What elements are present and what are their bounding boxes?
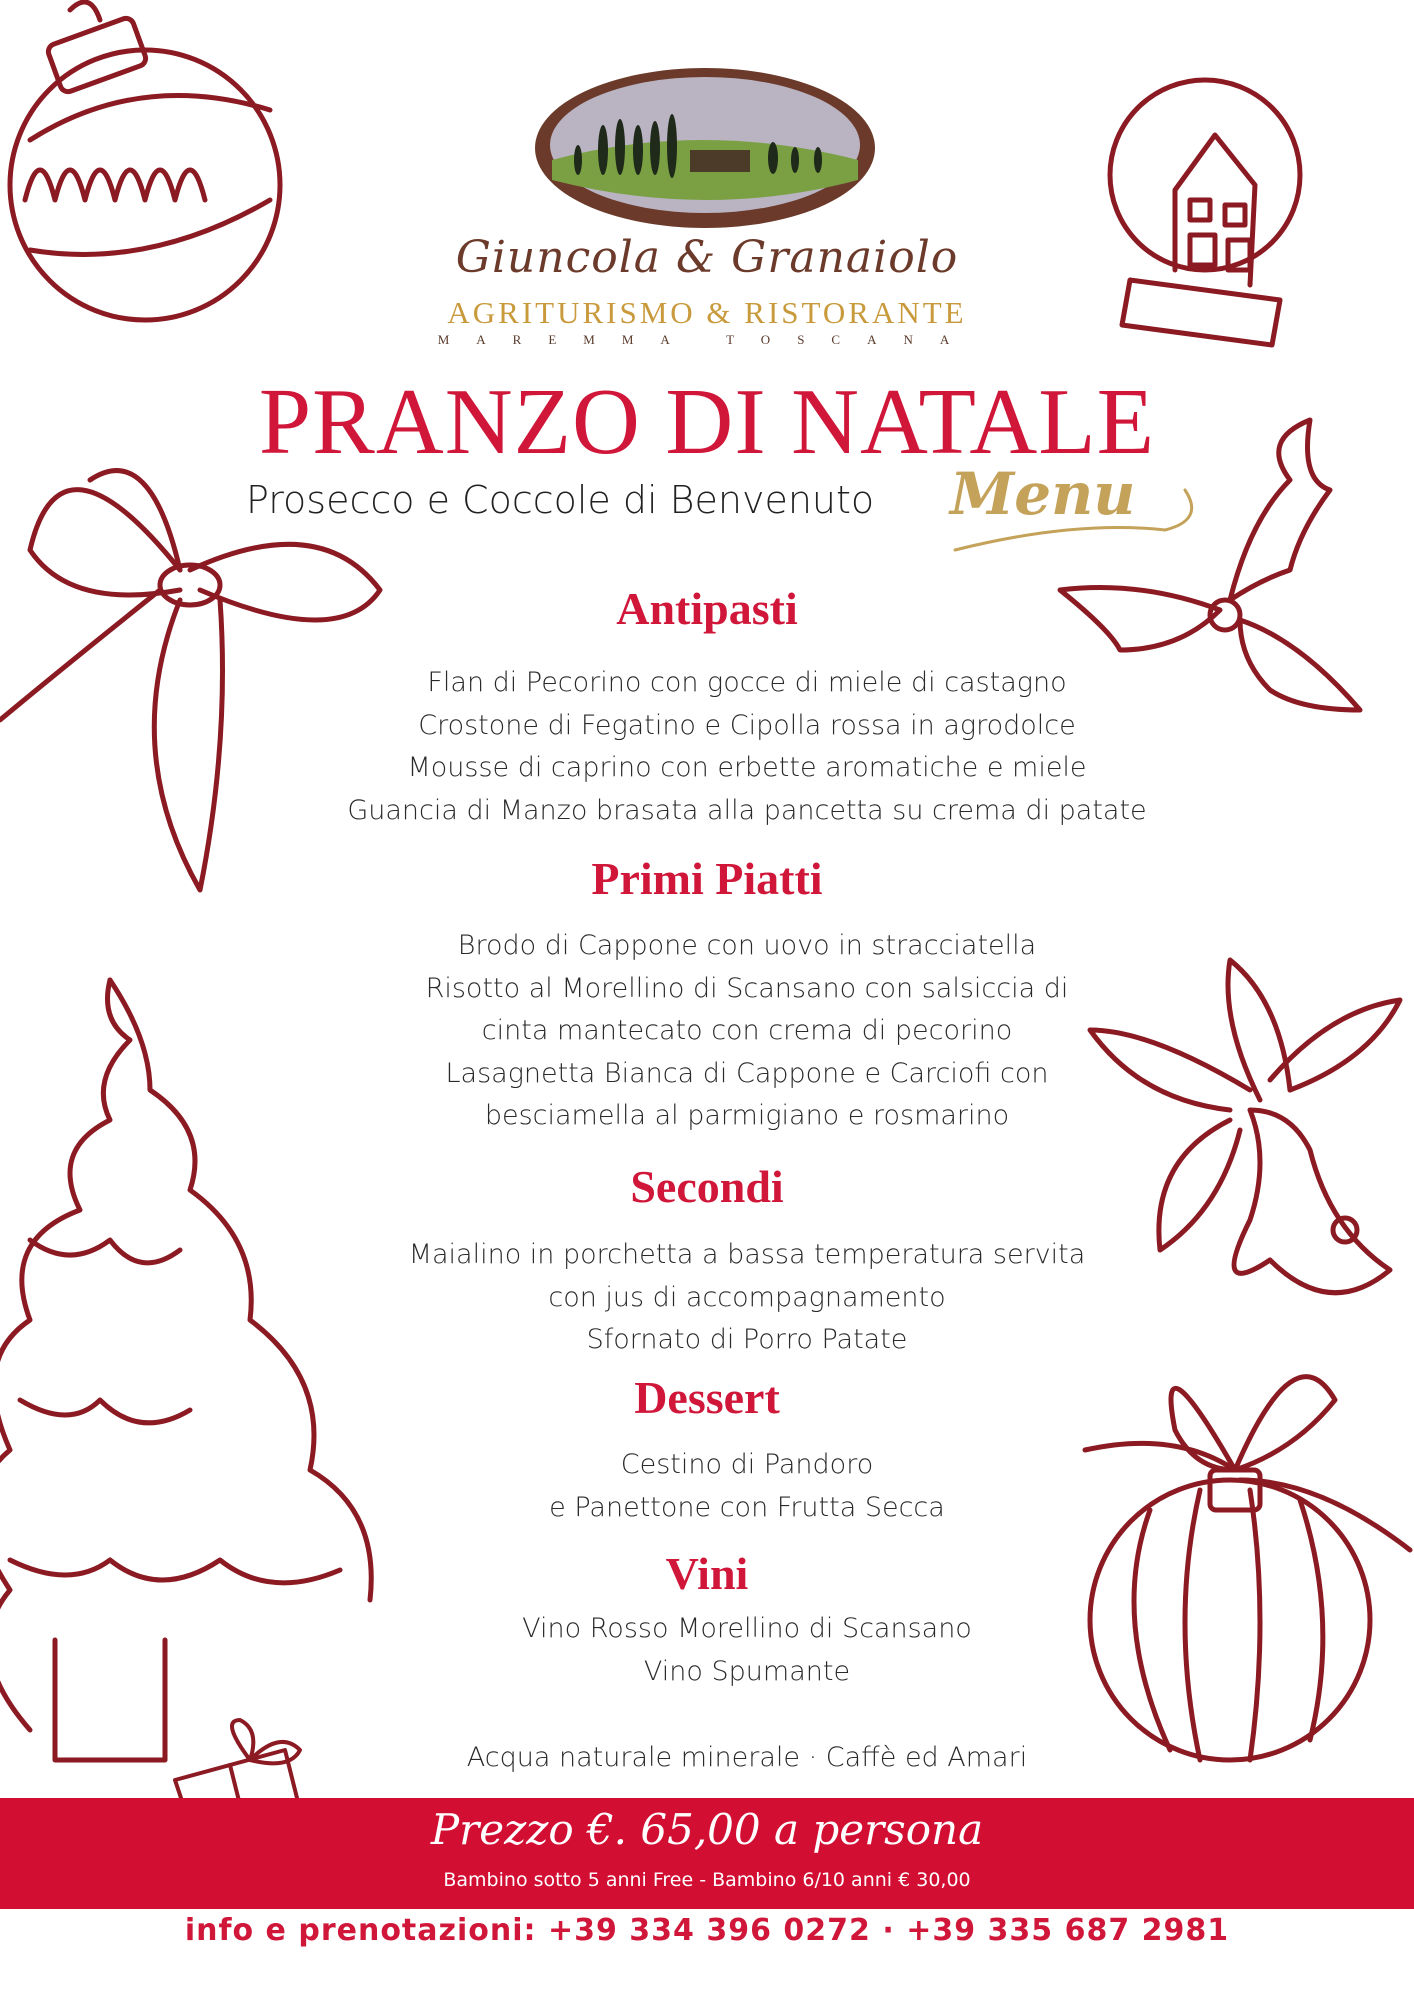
secondi-list	[0, 1234, 1414, 1362]
list-item: Cestino di Pandoro	[620, 1449, 874, 1480]
logo-image	[535, 68, 875, 228]
section-title-secondi: Secondi	[630, 1161, 784, 1212]
list-item: Guancia di Manzo brasata alla pancetta su crema di patate	[347, 794, 1147, 826]
price-text: Prezzo €. 65,00 a persona	[430, 1805, 984, 1854]
list-item: Maialino in porchetta a bassa temperatura servita	[408, 1239, 1086, 1270]
logo-name: Giuncola & Granaiolo	[455, 232, 959, 283]
menu-label: Menu	[950, 460, 1136, 528]
section-title-primi: Primi Piatti	[591, 853, 823, 904]
section-title-antipasti: Antipasti	[616, 583, 798, 634]
section-title-vini: Vini	[665, 1548, 749, 1599]
extras-text	[0, 1737, 1414, 1780]
vini-list	[0, 1608, 1414, 1693]
list-item: Mousse di caprino con erbette aromatiche e miele	[407, 752, 1087, 784]
kids-price-text: Bambino sotto 5 anni Free - Bambino 6/10 anni € 30,00	[443, 1869, 971, 1891]
list-item: con jus di accompagnamento	[548, 1281, 946, 1313]
section-title-dessert: Dessert	[634, 1372, 780, 1423]
list-item: Flan di Pecorino con gocce di miele di castagno	[427, 667, 1067, 698]
list-item: Vino Rosso Morellino di Scansano	[522, 1613, 972, 1644]
page-title: PRANZO DI NATALE	[258, 370, 1156, 474]
list-item: Vino Spumante	[643, 1655, 851, 1687]
primi-list	[0, 925, 1414, 1138]
dessert-list	[0, 1444, 1414, 1529]
logo-subtitle: AGRITURISMO & RISTORANTE	[447, 295, 967, 330]
list-item: cinta mantecato con crema di pecorino	[481, 1015, 1013, 1047]
list-item: Sfornato di Porro Patate	[586, 1324, 908, 1356]
list-item: Risotto al Morellino di Scansano con salsiccia di	[425, 972, 1069, 1004]
list-item: besciamella al parmigiano e rosmarino	[484, 1100, 1010, 1132]
antipasti-list	[0, 662, 1414, 832]
logo-region: MAREMMA TOSCANA	[437, 332, 977, 347]
list-item: Crostone di Fegatino e Cipolla rossa in agrodolce	[418, 709, 1076, 741]
list-item: Lasagnetta Bianca di Cappone e Carciofi con	[445, 1057, 1049, 1089]
list-item: Brodo di Cappone con uovo in stracciatella	[457, 930, 1037, 961]
list-item: e Panettone con Frutta Secca	[549, 1491, 945, 1523]
booking-info: info e prenotazioni: +39 334 396 0272 · +39 335 687 2981	[184, 1913, 1230, 1948]
welcome-text: Prosecco e Coccole di Benvenuto	[246, 478, 875, 522]
extras-line: Acqua naturale minerale · Caffè ed Amari	[466, 1742, 1028, 1773]
